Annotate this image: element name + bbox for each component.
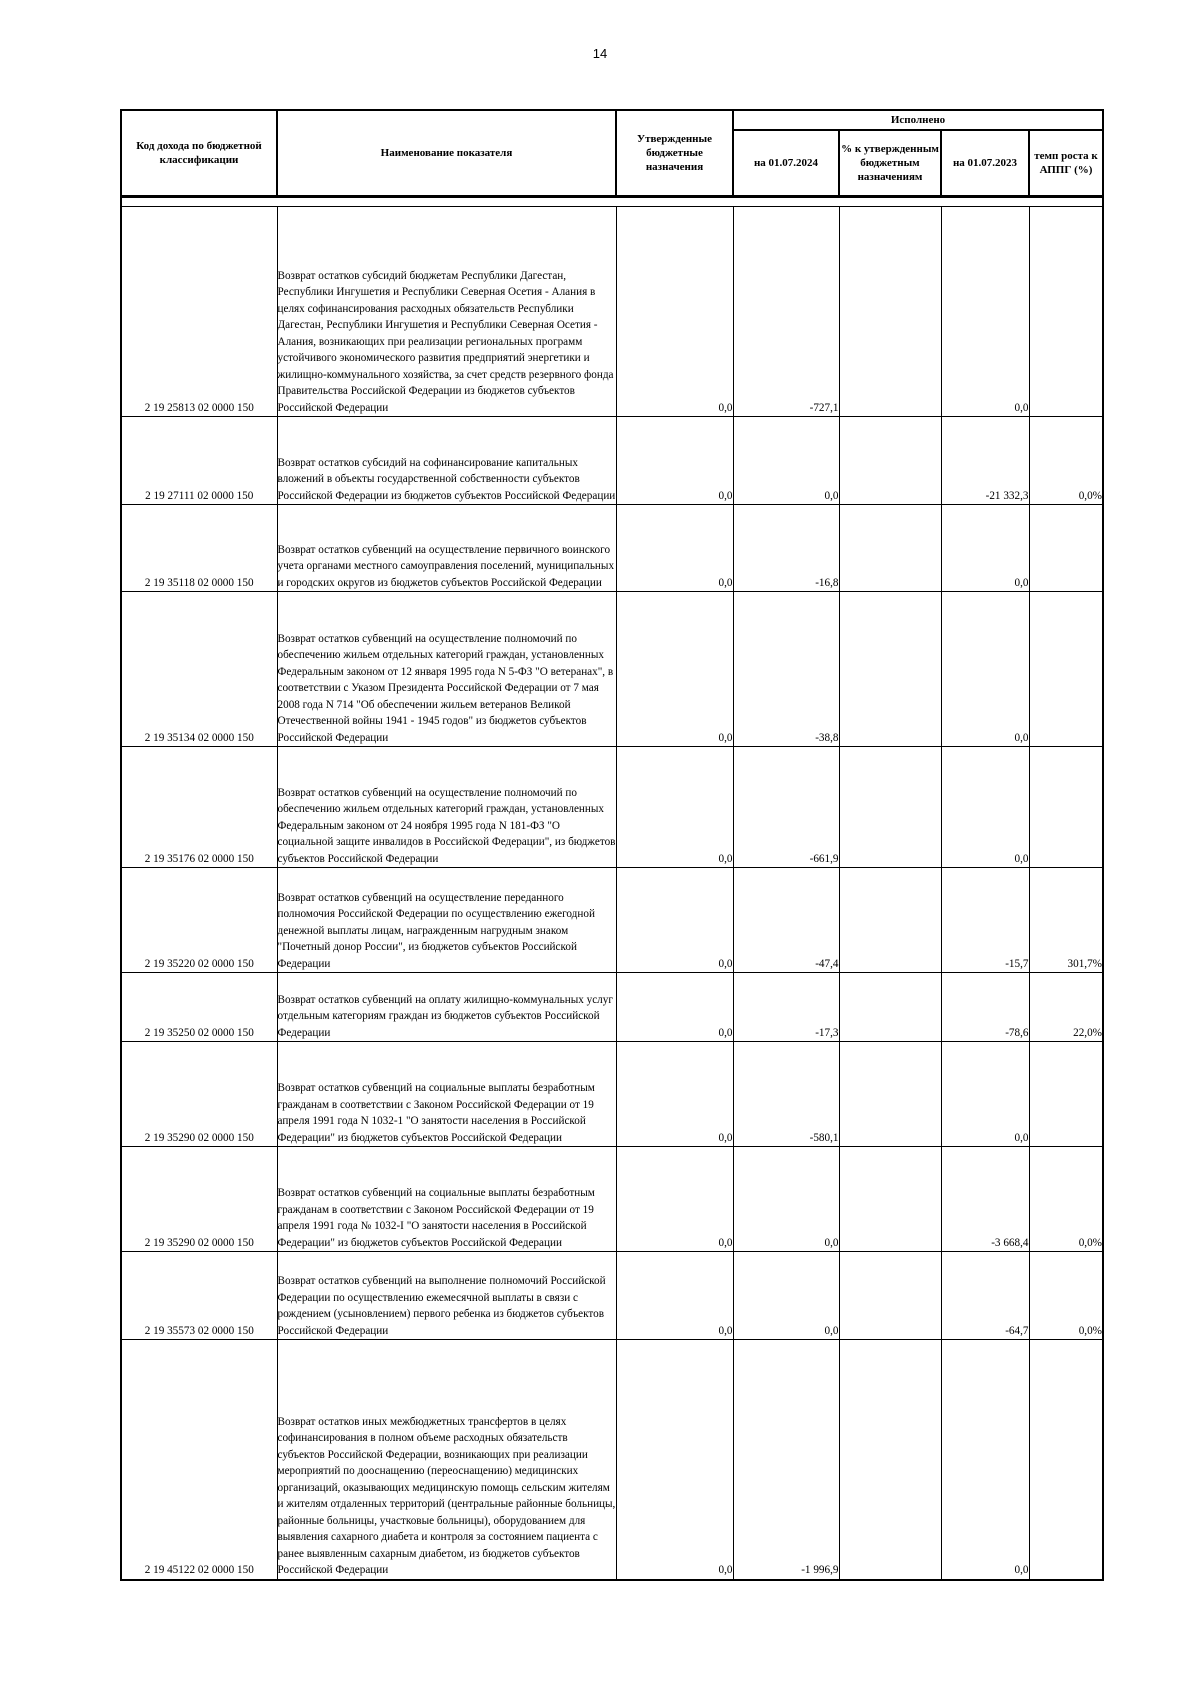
- row-approved: 0,0: [616, 1340, 733, 1580]
- header-percent: % к утвержденным бюджетным назначениям: [839, 130, 941, 197]
- row-code: 2 19 35134 02 0000 150: [121, 592, 277, 747]
- table-row: [121, 417, 1103, 505]
- row-approved: 0,0: [616, 1042, 733, 1147]
- row-exec-2024: -661,9: [733, 747, 839, 868]
- row-growth: [1029, 747, 1103, 868]
- row-code: 2 19 35220 02 0000 150: [121, 868, 277, 973]
- row-exec-2024: 0,0: [733, 417, 839, 505]
- row-code: 2 19 45122 02 0000 150: [121, 1340, 277, 1580]
- row-growth: 301,7%: [1029, 868, 1103, 973]
- row-percent: [839, 592, 941, 747]
- row-code: 2 19 35250 02 0000 150: [121, 973, 277, 1042]
- header-growth: темп роста к АППГ (%): [1029, 130, 1103, 197]
- row-code: 2 19 35290 02 0000 150: [121, 1042, 277, 1147]
- row-name: Возврат остатков субсидий на софинансирование капитальных вложений в объекты государственной собственности субъектов Российской Федерации из бюджетов субъектов Российской Федерации: [277, 417, 616, 505]
- row-growth: 0,0%: [1029, 417, 1103, 505]
- row-exec-2023: -21 332,3: [941, 417, 1029, 505]
- row-exec-2024: -727,1: [733, 207, 839, 417]
- row-name: Возврат остатков иных межбюджетных трансфертов в целях софинансирования в полном объеме расходных обязательств субъектов Российской Федерации, возникающих при реализации мероприятий по дооснащению (переоснащению) медицинских организаций, оказывающих медицинскую помощь сельским жителям и жителям отдаленных территорий (центральные районные больницы, районные больницы, участковые больницы), оборудованием для выявления сахарного диабета и контроля за состоянием пациента с ранее выявленным сахарным диабетом, из бюджетов субъектов Российской Федерации: [277, 1340, 616, 1580]
- row-growth: 22,0%: [1029, 973, 1103, 1042]
- header-name: Наименование показателя: [277, 110, 616, 197]
- row-exec-2023: 0,0: [941, 207, 1029, 417]
- row-code: 2 19 35176 02 0000 150: [121, 747, 277, 868]
- table-row: [121, 592, 1103, 747]
- row-exec-2024: -16,8: [733, 505, 839, 592]
- table-header: [121, 110, 1103, 197]
- row-exec-2023: 0,0: [941, 1042, 1029, 1147]
- row-name: Возврат остатков субвенций на осуществление полномочий по обеспечению жильем отдельных категорий граждан, установленных Федеральным законом от 12 января 1995 года N 5-ФЗ "О ветеранах", в соответствии с Указом Президента Российской Федерации от 7 мая 2008 года N 714 "Об обеспечении жильем ветеранов Великой Отечественной войны 1941 - 1945 годов" из бюджетов субъектов Российской Федерации: [277, 592, 616, 747]
- row-percent: [839, 1252, 941, 1340]
- row-exec-2023: -15,7: [941, 868, 1029, 973]
- row-percent: [839, 1042, 941, 1147]
- table-row: [121, 973, 1103, 1042]
- row-approved: 0,0: [616, 747, 733, 868]
- row-exec-2023: -64,7: [941, 1252, 1029, 1340]
- row-exec-2024: -580,1: [733, 1042, 839, 1147]
- row-exec-2024: -47,4: [733, 868, 839, 973]
- row-percent: [839, 505, 941, 592]
- table-row: [121, 1042, 1103, 1147]
- row-approved: 0,0: [616, 1252, 733, 1340]
- row-approved: 0,0: [616, 1147, 733, 1252]
- row-growth: 0,0%: [1029, 1147, 1103, 1252]
- header-on-2024: на 01.07.2024: [733, 130, 839, 197]
- row-approved: 0,0: [616, 592, 733, 747]
- row-percent: [839, 868, 941, 973]
- row-exec-2024: -38,8: [733, 592, 839, 747]
- row-growth: [1029, 1340, 1103, 1580]
- row-name: Возврат остатков субвенций на осуществление первичного воинского учета органами местного самоуправления поселений, муниципальных и городских округов из бюджетов субъектов Российской Федерации: [277, 505, 616, 592]
- header-approved: Утвержденные бюджетные назначения: [616, 110, 733, 197]
- row-approved: 0,0: [616, 417, 733, 505]
- row-code: 2 19 27111 02 0000 150: [121, 417, 277, 505]
- row-percent: [839, 417, 941, 505]
- row-percent: [839, 207, 941, 417]
- table-row: [121, 747, 1103, 868]
- row-exec-2023: 0,0: [941, 505, 1029, 592]
- budget-table: [120, 109, 1104, 1581]
- header-executed: Исполнено: [733, 110, 1103, 130]
- row-approved: 0,0: [616, 973, 733, 1042]
- row-name: Возврат остатков субсидий бюджетам Республики Дагестан, Республики Ингушетия и Республики Северная Осетия - Алания в целях софинансирования расходных обязательств Республики Дагестан, Республики Ингушетия и Республики Северная Осетия - Алания, возникающих при реализации региональных программ устойчивого экономического развития предприятий энергетики и жилищно-коммунального хозяйства, за счет средств резервного фонда Правительства Российской Федерации из бюджетов субъектов Российской Федерации: [277, 207, 616, 417]
- row-name: Возврат остатков субвенций на оплату жилищно-коммунальных услуг отдельным категориям граждан из бюджетов субъектов Российской Федерации: [277, 973, 616, 1042]
- row-percent: [839, 973, 941, 1042]
- row-exec-2024: -17,3: [733, 973, 839, 1042]
- row-exec-2024: -1 996,9: [733, 1340, 839, 1580]
- row-name: Возврат остатков субвенций на социальные выплаты безработным гражданам в соответствии с Законом Российской Федерации от 19 апреля 1991 года N 1032-1 "О занятости населения в Российской Федерации" из бюджетов субъектов Российской Федерации: [277, 1042, 616, 1147]
- row-name: Возврат остатков субвенций на выполнение полномочий Российской Федерации по осуществлению ежемесячной выплаты в связи с рождением (усыновлением) первого ребенка из бюджетов субъектов Российской Федерации: [277, 1252, 616, 1340]
- row-percent: [839, 1340, 941, 1580]
- row-growth: [1029, 1042, 1103, 1147]
- page-number: 14: [592, 46, 608, 61]
- row-growth: 0,0%: [1029, 1252, 1103, 1340]
- row-growth: [1029, 505, 1103, 592]
- row-exec-2023: -3 668,4: [941, 1147, 1029, 1252]
- row-exec-2024: 0,0: [733, 1147, 839, 1252]
- table-row: [121, 1147, 1103, 1252]
- row-approved: 0,0: [616, 505, 733, 592]
- header-code: Код дохода по бюджетной классификации: [121, 110, 277, 197]
- row-exec-2023: 0,0: [941, 747, 1029, 868]
- row-percent: [839, 747, 941, 868]
- row-growth: [1029, 592, 1103, 747]
- row-growth: [1029, 207, 1103, 417]
- row-approved: 0,0: [616, 207, 733, 417]
- row-name: Возврат остатков субвенций на социальные выплаты безработным гражданам в соответствии с Законом Российской Федерации от 19 апреля 1991 года № 1032-I "О занятости населения в Российской Федерации" из бюджетов субъектов Российской Федерации: [277, 1147, 616, 1252]
- row-code: 2 19 25813 02 0000 150: [121, 207, 277, 417]
- row-exec-2023: -78,6: [941, 973, 1029, 1042]
- row-code: 2 19 35118 02 0000 150: [121, 505, 277, 592]
- row-name: Возврат остатков субвенций на осуществление полномочий по обеспечению жильем отдельных категорий граждан, установленных Федеральным законом от 24 ноября 1995 года N 181-ФЗ "О социальной защите инвалидов в Российской Федерации", из бюджетов субъектов Российской Федерации: [277, 747, 616, 868]
- row-exec-2024: 0,0: [733, 1252, 839, 1340]
- row-percent: [839, 1147, 941, 1252]
- table-row: [121, 868, 1103, 973]
- table-row: [121, 1340, 1103, 1580]
- row-code: 2 19 35573 02 0000 150: [121, 1252, 277, 1340]
- header-on-2023: на 01.07.2023: [941, 130, 1029, 197]
- table-spacer: [121, 197, 1103, 207]
- table-row: [121, 1252, 1103, 1340]
- row-exec-2023: 0,0: [941, 1340, 1029, 1580]
- row-code: 2 19 35290 02 0000 150: [121, 1147, 277, 1252]
- table-row: [121, 505, 1103, 592]
- row-exec-2023: 0,0: [941, 592, 1029, 747]
- row-name: Возврат остатков субвенций на осуществление переданного полномочия Российской Федерации по осуществлению ежегодной денежной выплаты лицам, награжденным нагрудным знаком "Почетный донор России", из бюджетов субъектов Российской Федерации: [277, 868, 616, 973]
- table-row: [121, 207, 1103, 417]
- row-approved: 0,0: [616, 868, 733, 973]
